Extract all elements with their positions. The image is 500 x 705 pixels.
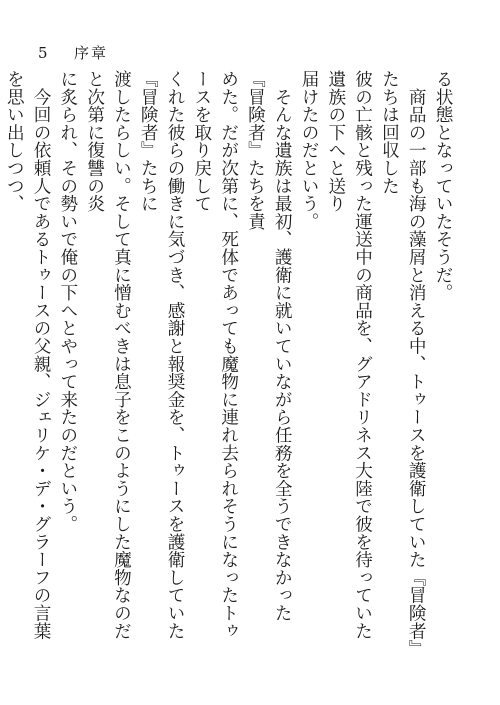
- text-column: に炙られ、その勢いで俺の下へとやって来たのだという。: [57, 70, 78, 533]
- text-column: めた。だが次第に、死体であっても魔物に連れ去られそうになったトゥースを取り戻して: [191, 70, 239, 640]
- page-number: 5: [38, 44, 48, 62]
- text-column: くれた彼らの働きに気づき、感謝と報奨金を、トゥースを護衛していた『冒険者』たちに: [138, 70, 186, 640]
- text-column: る状態となっていたそうだ。: [433, 70, 453, 302]
- text-column: そんな遺族は最初、護衛に就いていながら任務を全うできなかった『冒険者』たちを責: [245, 70, 293, 622]
- text-column: 渡したらしい。そして真に憎むべきは息子をこのようにした魔物なのだと次第に復讐の炎: [84, 70, 132, 640]
- body-text: [4, 70, 456, 650]
- text-column: 彼の亡骸と残った運送中の商品を、グアドリネス大陸で彼を待っていた遺族の下へと送り: [325, 70, 373, 640]
- text-column: 商品の一部も海の藻屑と消える中、トゥースを護衛していた『冒険者』たちは回収した: [379, 70, 427, 649]
- chapter-title: 序章: [74, 44, 109, 62]
- text-column: 届けたのだという。: [299, 70, 320, 231]
- text-column: 今回の依頼人であるトゥースの父親、ジェリケ・デ・グラーフの言葉を思い出しつつ、: [4, 70, 52, 640]
